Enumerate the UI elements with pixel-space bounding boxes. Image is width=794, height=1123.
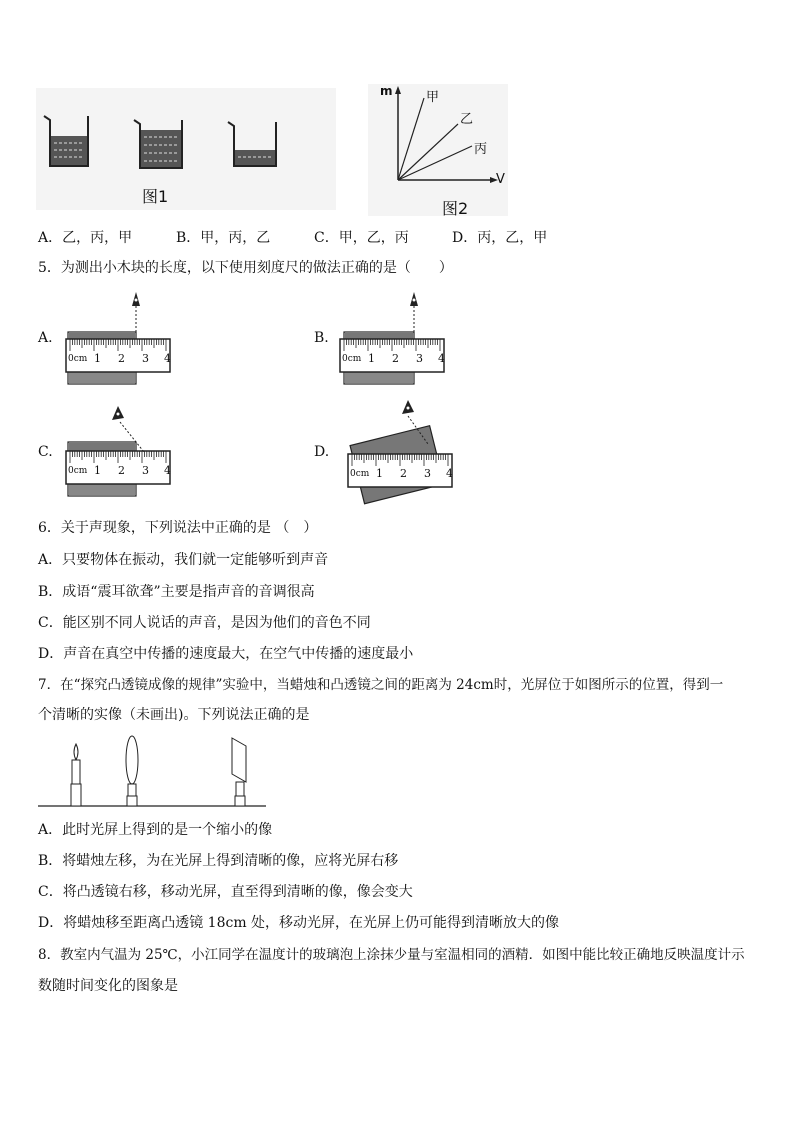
ruler-b-label-3: 3	[416, 352, 423, 365]
q8-stem-line-1: 8．教室内气温为 25℃，小江同学在温度计的玻璃泡上涂抹少量与室温相同的酒精．如图中能比较正确地反映温度计示	[38, 947, 745, 963]
q7-option-c: C．将凸透镜右移，移动光屏，直至得到清晰的像，像会变大	[38, 884, 413, 900]
ruler-b-label-0: 0cm	[342, 354, 362, 364]
q4-option-c: C．甲，乙，丙	[314, 230, 409, 246]
beakers-drawing	[36, 88, 336, 210]
beaker-3	[228, 122, 276, 166]
ruler-a-label-1: 1	[94, 352, 101, 365]
q6-option-a: A．只要物体在振动，我们就一定能够听到声音	[38, 552, 329, 568]
q5-figure-a	[64, 286, 184, 386]
line-bing-label: 丙	[474, 142, 488, 157]
q7-stem-line-2: 个清晰的实像（未画出)。下列说法正确的是	[38, 707, 310, 723]
ruler-b-label-2: 2	[392, 352, 399, 365]
ruler-c-label-4: 4	[164, 464, 171, 477]
ruler-a-label-3: 3	[142, 352, 149, 365]
q7-option-d: D．将蜡烛移至距离凸透镜 18cm 处，移动光屏，在光屏上仍可能得到清晰放大的像	[38, 915, 560, 931]
q7-option-b: B．将蜡烛左移，为在光屏上得到清晰的像，应将光屏右移	[38, 853, 399, 869]
ruler-a-label-2: 2	[118, 352, 125, 365]
ruler-b-drawing	[338, 286, 458, 386]
q5-figure-d	[344, 394, 464, 504]
figure-2-caption: 图2	[442, 199, 469, 218]
q5-stem: 5．为测出小木块的长度，以下使用刻度尺的做法正确的是（ ）	[38, 260, 453, 276]
ruler-d-label-0: 0cm	[350, 469, 370, 479]
convex-lens-icon	[126, 736, 138, 806]
ruler-c-label-0: 0cm	[68, 466, 88, 476]
q5-label-a: A.	[38, 330, 53, 346]
q7-stem-line-1: 7．在“探究凸透镜成像的规律”实验中，当蜡烛和凸透镜之间的距离为 24cm时，光屏位于如图所示的位置，得到一	[38, 677, 724, 693]
q6-option-b: B．成语“震耳欲聋”主要是指声音的音调很高	[38, 584, 315, 600]
q5-label-c: C.	[38, 444, 53, 460]
figure-1-caption: 图1	[142, 187, 169, 206]
ruler-a-label-4: 4	[164, 352, 171, 365]
ruler-d-label-2: 2	[400, 467, 407, 480]
q4-option-d: D．丙，乙，甲	[452, 230, 548, 246]
beaker-2	[134, 120, 182, 168]
ruler-a-drawing	[64, 286, 184, 386]
q6-option-d: D．声音在真空中传播的速度最大，在空气中传播的速度最小	[38, 646, 414, 662]
q5-figure-b	[338, 286, 458, 386]
axis-m-label: m	[380, 84, 393, 98]
q5-figure-c	[64, 402, 184, 498]
ruler-c-label-2: 2	[118, 464, 125, 477]
beaker-1	[44, 116, 88, 166]
ruler-a-label-0: 0cm	[68, 354, 88, 364]
q6-option-c: C．能区别不同人说话的声音，是因为他们的音色不同	[38, 615, 371, 631]
q5-label-b: B.	[314, 330, 329, 346]
q4-option-b: B．甲，丙，乙	[176, 230, 271, 246]
q4-figure-1	[36, 88, 336, 210]
axis-v-label: V	[496, 172, 505, 187]
q4-option-a: A．乙，丙，甲	[38, 230, 133, 246]
ruler-d-label-4: 4	[446, 467, 453, 480]
q6-stem: 6．关于声现象，下列说法中正确的是 （ ）	[38, 520, 318, 536]
q7-optical-bench-figure	[36, 734, 270, 812]
ruler-d-drawing	[344, 394, 464, 504]
optical-bench-drawing	[36, 734, 270, 812]
candle-icon	[71, 744, 81, 806]
ruler-c-drawing	[64, 402, 184, 498]
q8-stem-line-2: 数随时间变化的图象是	[38, 978, 178, 994]
q7-option-a: A．此时光屏上得到的是一个缩小的像	[38, 822, 273, 838]
q4-figure-2	[368, 84, 508, 216]
ruler-c-label-3: 3	[142, 464, 149, 477]
q5-label-d: D.	[314, 444, 330, 460]
ruler-d-label-1: 1	[376, 467, 383, 480]
ruler-d-label-3: 3	[424, 467, 431, 480]
ruler-b-label-1: 1	[368, 352, 375, 365]
screen-icon	[232, 738, 246, 806]
line-jia-label: 甲	[426, 90, 440, 105]
ruler-b-label-4: 4	[438, 352, 445, 365]
line-yi-label: 乙	[460, 112, 474, 127]
ruler-c-label-1: 1	[94, 464, 101, 477]
